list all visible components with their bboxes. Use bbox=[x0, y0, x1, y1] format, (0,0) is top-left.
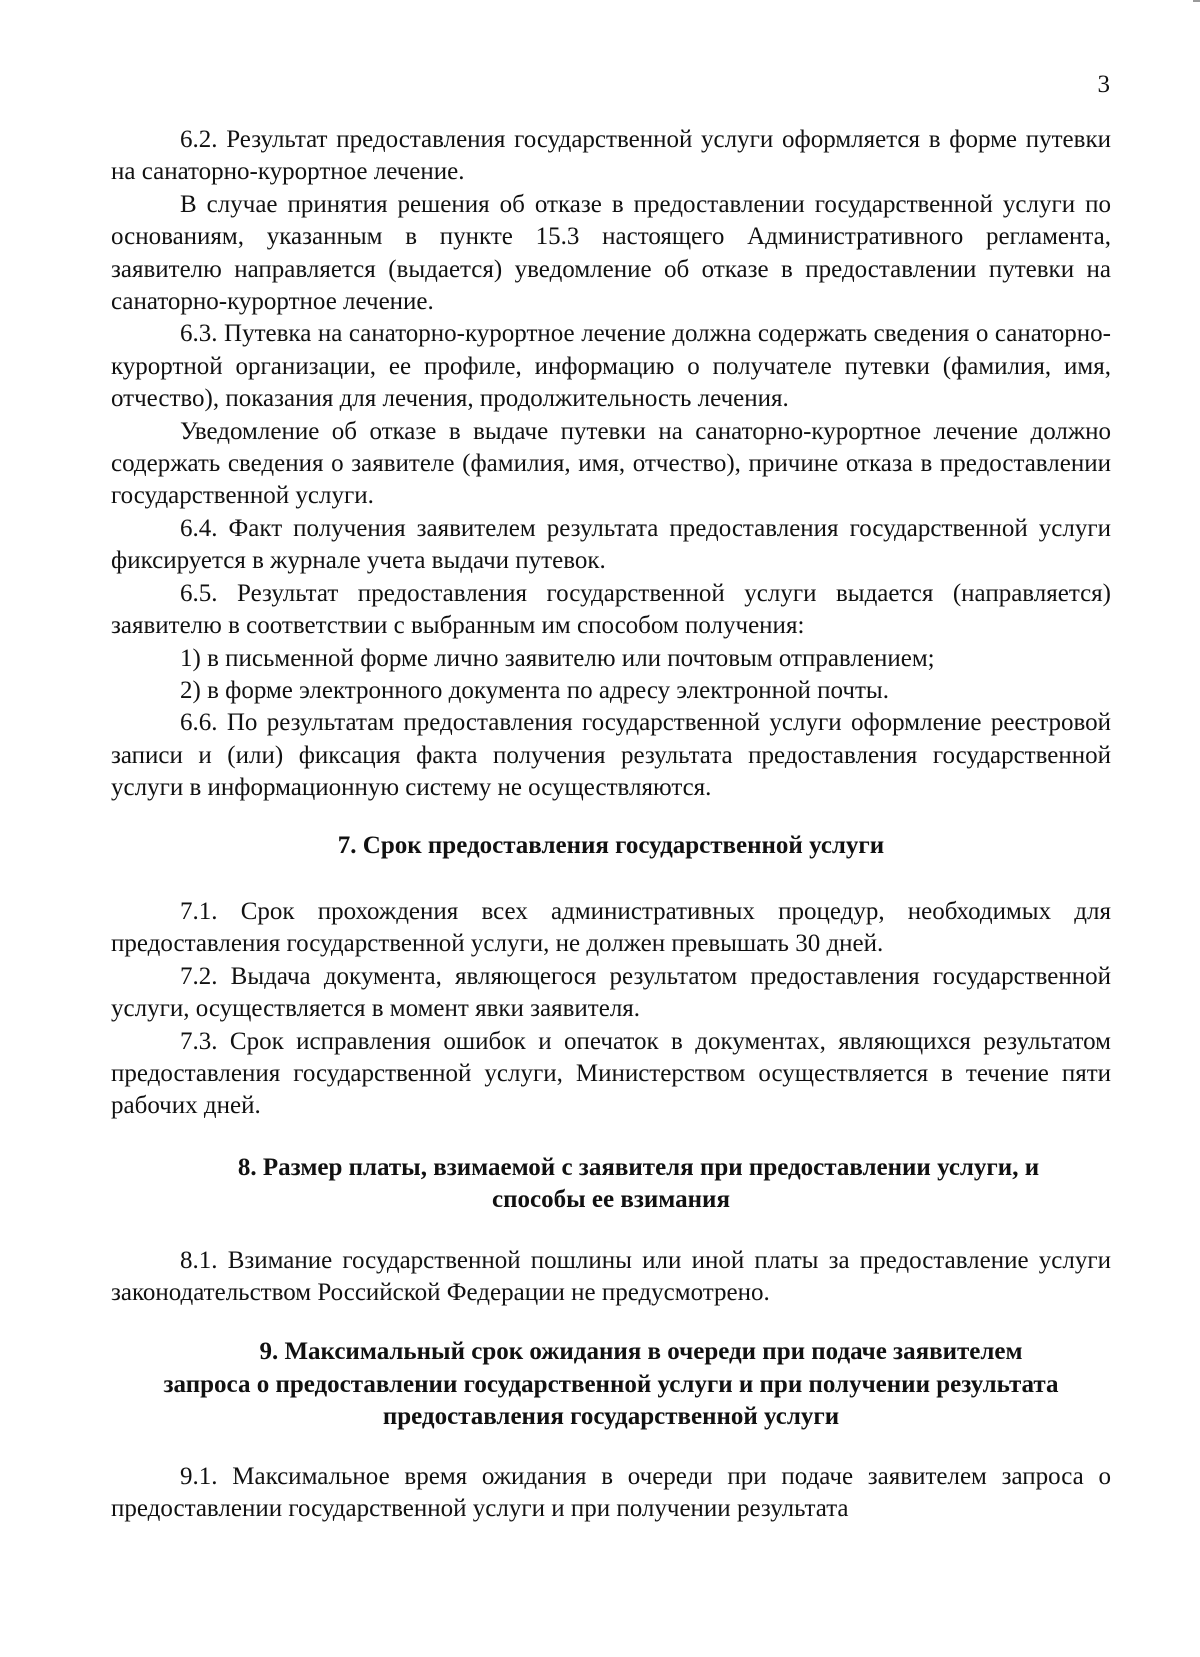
section-9-heading bbox=[111, 1336, 1111, 1433]
paragraph-6-2: 6.2. Результат предоставления государственной услуги оформляется в форме путевки на санаторно-курортное лечение. bbox=[111, 126, 1111, 186]
paragraph-7-1: 7.1. Срок прохождения всех административных процедур, необходимых для предоставления государственной услуги, не должен превышать 30 дней. bbox=[111, 897, 1111, 958]
section-7-heading: 7. Срок предоставления государственной услуги bbox=[337, 831, 885, 859]
paragraph-6-3: 6.3. Путевка на санаторно-курортное лечение должна содержать сведения о санаторно-курортной организации, ее профиле, информацию о получателе путевки (фамилия, имя, отчество), показания для лечения, продолжительность лечения. bbox=[111, 320, 1111, 413]
paragraph-6-6: 6.6. По результатам предоставления государственной услуги оформление реестровой записи и (или) фиксация факта получения результата предоставления государственной услуги в информационную систему не осуществляются. bbox=[111, 709, 1111, 802]
paragraph-9-1: 9.1. Максимальное время ожидания в очереди при подаче заявителем запроса о предоставлении государственной услуги и при получении результата bbox=[111, 1462, 1111, 1523]
paragraph-6-5: 6.5. Результат предоставления государственной услуги выдается (направляется) заявителю в соответствии с выбранным им способом получения: bbox=[111, 579, 1111, 640]
section-9-heading-line-2: запроса о предоставлении государственной услуги и при получении результата bbox=[163, 1370, 1059, 1398]
section-8-heading bbox=[111, 1152, 1111, 1217]
paragraph-6-3-notice: Уведомление об отказе в выдаче путевки на санаторно-курортное лечение должно содержать сведения о заявителе (фамилия, имя, отчество), причине отказа в предоставлении государственной услуги. bbox=[111, 417, 1111, 510]
section-8-heading-line-1: 8. Размер платы, взимаемой с заявителя при предоставлении услуги, и bbox=[237, 1153, 1040, 1181]
paragraph-6-2-refusal: В случае принятия решения об отказе в предоставлении государственной услуги по основаниям, указанным в пункте 15.3 настоящего Административного регламента, заявителю направляется (выдается) уведомление об отказе в предоставлении путевки на санаторно-курортное лечение. bbox=[111, 190, 1111, 316]
page-number: 3 bbox=[1097, 71, 1110, 98]
paragraph-6-4: 6.4. Факт получения заявителем результата предоставления государственной услуги фиксируется в журнале учета выдачи путевок. bbox=[111, 514, 1111, 575]
section-9-heading-line-3: предоставления государственной услуги bbox=[382, 1403, 840, 1431]
list-item-2: 2) в форме электронного документа по адресу электронной почты. bbox=[180, 676, 889, 704]
list-item-1: 1) в письменной форме лично заявителю или почтовым отправлением; bbox=[180, 644, 935, 672]
document-body bbox=[111, 124, 1111, 1525]
section-8-heading-line-2: способы ее взимания bbox=[492, 1186, 730, 1214]
paragraph-7-2: 7.2. Выдача документа, являющегося результатом предоставления государственной услуги, осуществляется в момент явки заявителя. bbox=[111, 962, 1111, 1023]
section-9-heading-line-1: 9. Максимальный срок ожидания в очереди при подаче заявителем bbox=[259, 1338, 1023, 1366]
paragraph-8-1: 8.1. Взимание государственной пошлины или иной платы за предоставление услуги законодательством Российской Федерации не предусмотрено. bbox=[111, 1246, 1111, 1306]
scan-edge-mark bbox=[1193, 0, 1200, 2]
paragraph-7-3: 7.3. Срок исправления ошибок и опечаток в документах, являющихся результатом предоставления государственной услуги, Министерством осуществляется в течение пяти рабочих дней. bbox=[111, 1027, 1111, 1120]
